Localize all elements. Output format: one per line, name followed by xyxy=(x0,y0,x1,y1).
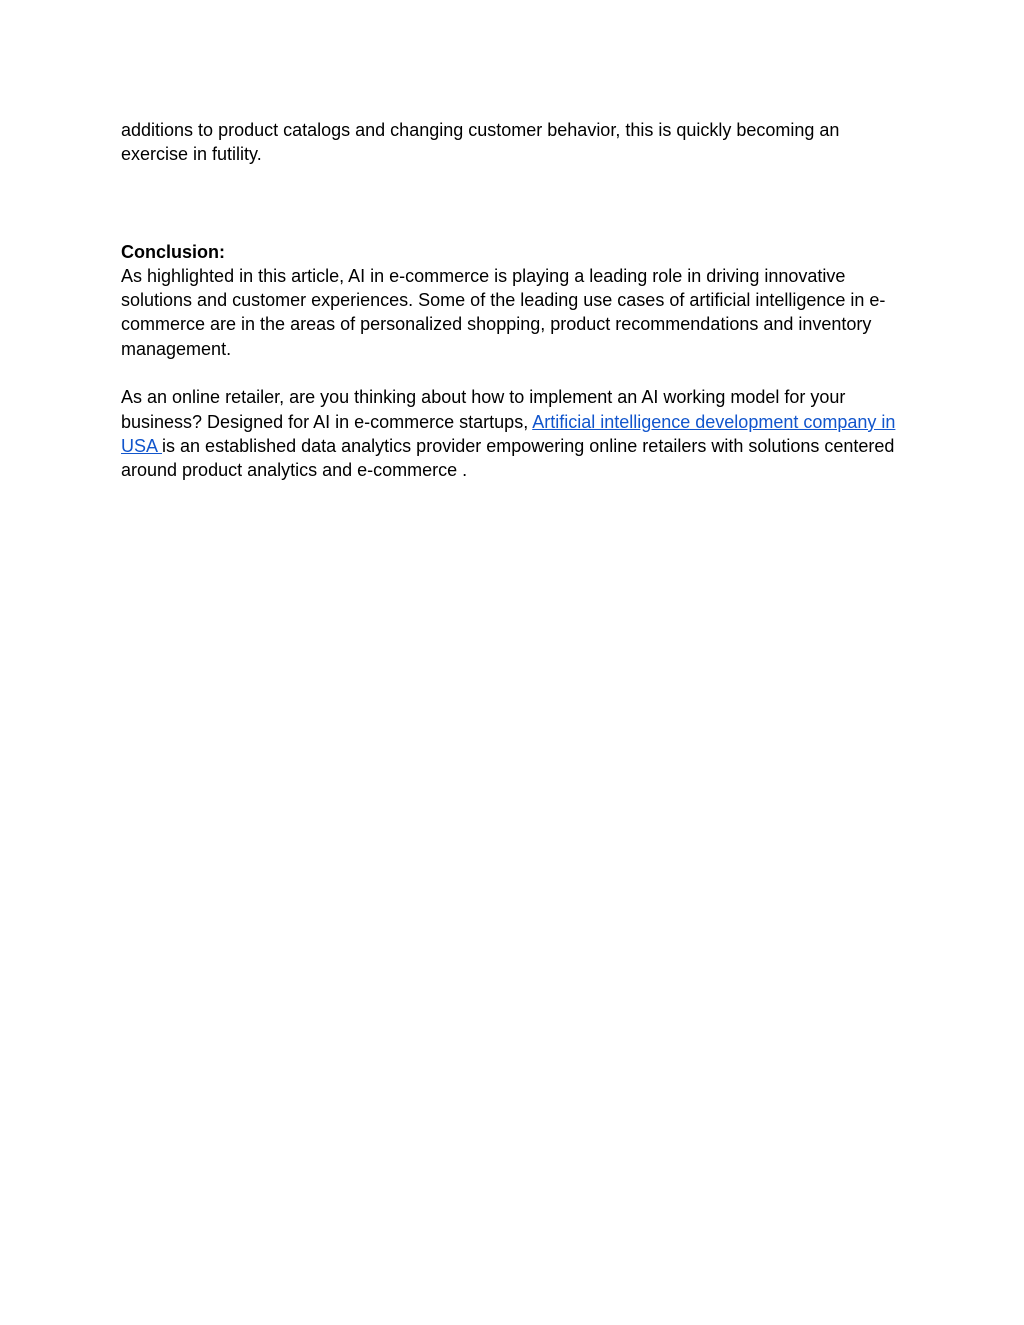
paragraph-2-lead-text: As an online retailer, are you thinking about how to implement an AI working model for your business? Designed for AI in e-commerce startups, xyxy=(121,387,846,432)
intro-fragment-paragraph: additions to product catalogs and changing customer behavior, this is quickly becoming an exercise in futility. xyxy=(121,120,840,165)
conclusion-paragraph-1: As highlighted in this article, AI in e-commerce is playing a leading role in driving innovative solutions and customer experiences. Some of the leading use cases of artificial intelligence in e-commerce are in the areas of personalized shopping, product recommendations and inventory management. xyxy=(121,265,886,359)
conclusion-heading: Conclusion: xyxy=(121,241,225,262)
conclusion-paragraph-2 xyxy=(121,385,911,482)
document-body xyxy=(121,118,911,483)
ai-development-company-link[interactable]: Artificial intelligence development company in USA xyxy=(121,411,896,456)
paragraph-2-trailing-text: is an established data analytics provider empowering online retailers with solutions centered around product analytics and e-commerce . xyxy=(121,435,895,481)
